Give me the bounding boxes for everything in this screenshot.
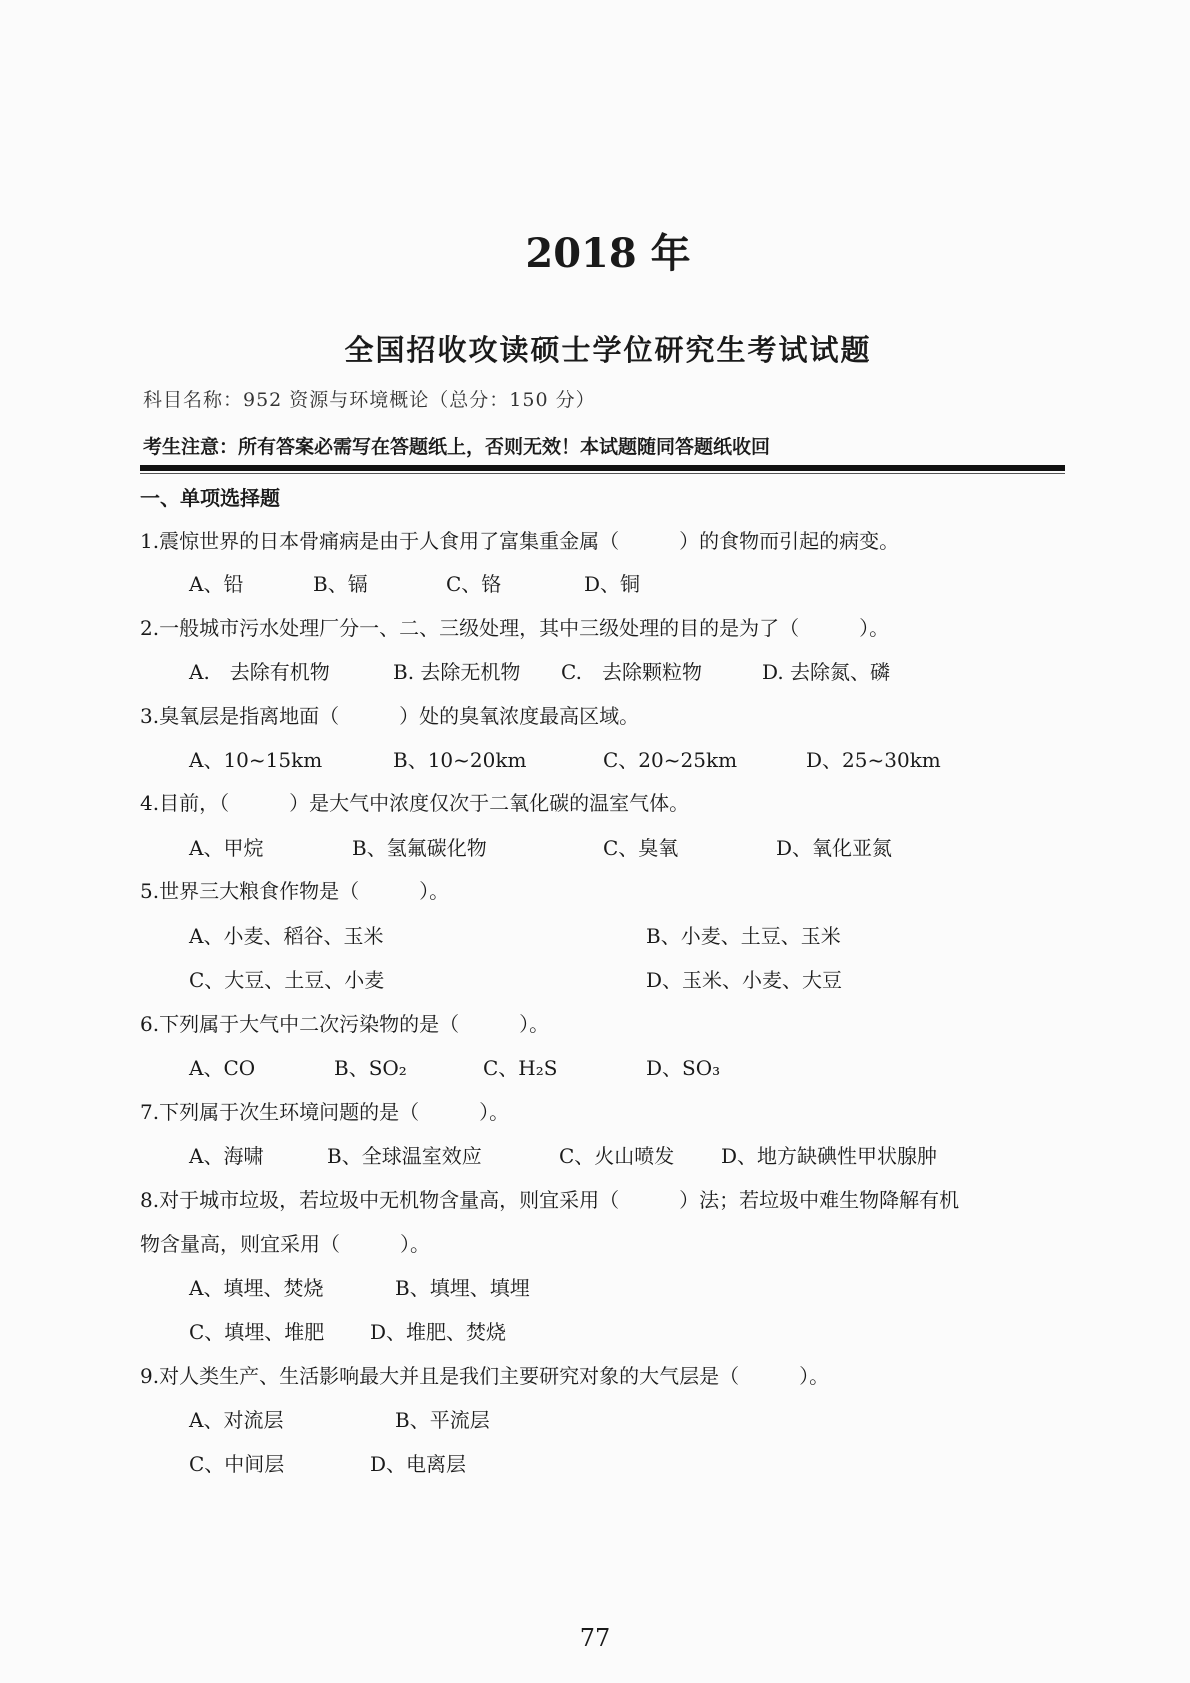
question-4-text: 4.目前，（ ）是大气中浓度仅次于二氧化碳的温室气体。 [140,791,690,815]
question-3-option-c: C、20~25km [603,748,738,772]
question-1-text: 1.震惊世界的日本骨痛病是由于人食用了富集重金属（ ）的食物而引起的病变。 [140,529,900,553]
question-6-option-b: B、SO₂ [334,1056,407,1080]
question-5-option-d: D、玉米、小麦、大豆 [646,968,843,992]
question-2-option-c: C. 去除颗粒物 [561,660,702,684]
question-8-text: 8.对于城市垃圾，若垃圾中无机物含量高，则宜采用（ ）法；若垃圾中难生物降解有机 [140,1188,960,1212]
subject-line: 科目名称：952 资源与环境概论（总分：150 分） [143,389,596,411]
question-5-option-c: C、大豆、土豆、小麦 [189,968,385,992]
question-5-option-a: A、小麦、稻谷、玉米 [189,924,384,948]
question-1-option-c: C、铬 [446,572,502,596]
exam-title: 全国招收攻读硕士学位研究生考试试题 [344,333,872,367]
question-7-option-c: C、火山喷发 [559,1144,675,1168]
question-5-option-b: B、小麦、土豆、玉米 [646,924,841,948]
divider [140,465,1065,471]
question-6-option-d: D、SO₃ [646,1056,721,1080]
question-7-option-b: B、全球温室效应 [327,1144,482,1168]
question-5-text: 5.世界三大粮食作物是（ ）。 [140,879,450,903]
question-7-text: 7.下列属于次生环境问题的是（ ）。 [140,1100,510,1124]
question-3-option-d: D、25~30km [806,748,941,772]
question-8-text-cont: 物含量高，则宜采用（ ）。 [140,1232,430,1256]
question-9-option-c: C、中间层 [189,1452,285,1476]
question-3-text: 3.臭氧层是指离地面（ ）处的臭氧浓度最高区域。 [140,704,640,728]
section-heading: 一、单项选择题 [140,486,280,510]
question-8-option-c: C、填埋、堆肥 [189,1320,325,1344]
exam-year: 2018 年 [525,230,691,277]
question-6-option-a: A、CO [189,1056,256,1080]
divider-thin [140,473,1065,474]
question-7-option-a: A、海啸 [189,1144,264,1168]
question-3-option-b: B、10~20km [393,748,527,772]
question-4-option-d: D、氧化亚氮 [776,836,893,860]
page-number: 77 [579,1624,611,1652]
question-3-option-a: A、10~15km [189,748,323,772]
question-2-option-a: A. 去除有机物 [189,660,330,684]
question-6-text: 6.下列属于大气中二次污染物的是（ ）。 [140,1012,550,1036]
question-2-text: 2.一般城市污水处理厂分一、二、三级处理，其中三级处理的目的是为了（ ）。 [140,616,890,640]
question-8-option-d: D、堆肥、焚烧 [370,1320,507,1344]
question-9-text: 9.对人类生产、生活影响最大并且是我们主要研究对象的大气层是（ ）。 [140,1364,830,1388]
question-4-option-b: B、氢氟碳化物 [352,836,487,860]
question-2-option-d: D. 去除氮、磷 [762,660,891,684]
question-7-option-d: D、地方缺碘性甲状腺肿 [721,1144,938,1168]
question-6-option-c: C、H₂S [483,1056,558,1080]
question-9-option-a: A、对流层 [189,1408,284,1432]
question-9-option-d: D、电离层 [370,1452,467,1476]
question-1-option-d: D、铜 [584,572,641,596]
question-4-option-c: C、臭氧 [603,836,679,860]
question-8-option-b: B、填埋、填埋 [395,1276,530,1300]
question-1-option-a: A、铅 [189,572,244,596]
question-8-option-a: A、填埋、焚烧 [189,1276,324,1300]
notice-line: 考生注意：所有答案必需写在答题纸上，否则无效！本试题随同答题纸收回 [143,436,771,458]
question-4-option-a: A、甲烷 [189,836,264,860]
question-1-option-b: B、镉 [313,572,368,596]
question-2-option-b: B. 去除无机物 [393,660,521,684]
question-9-option-b: B、平流层 [395,1408,490,1432]
